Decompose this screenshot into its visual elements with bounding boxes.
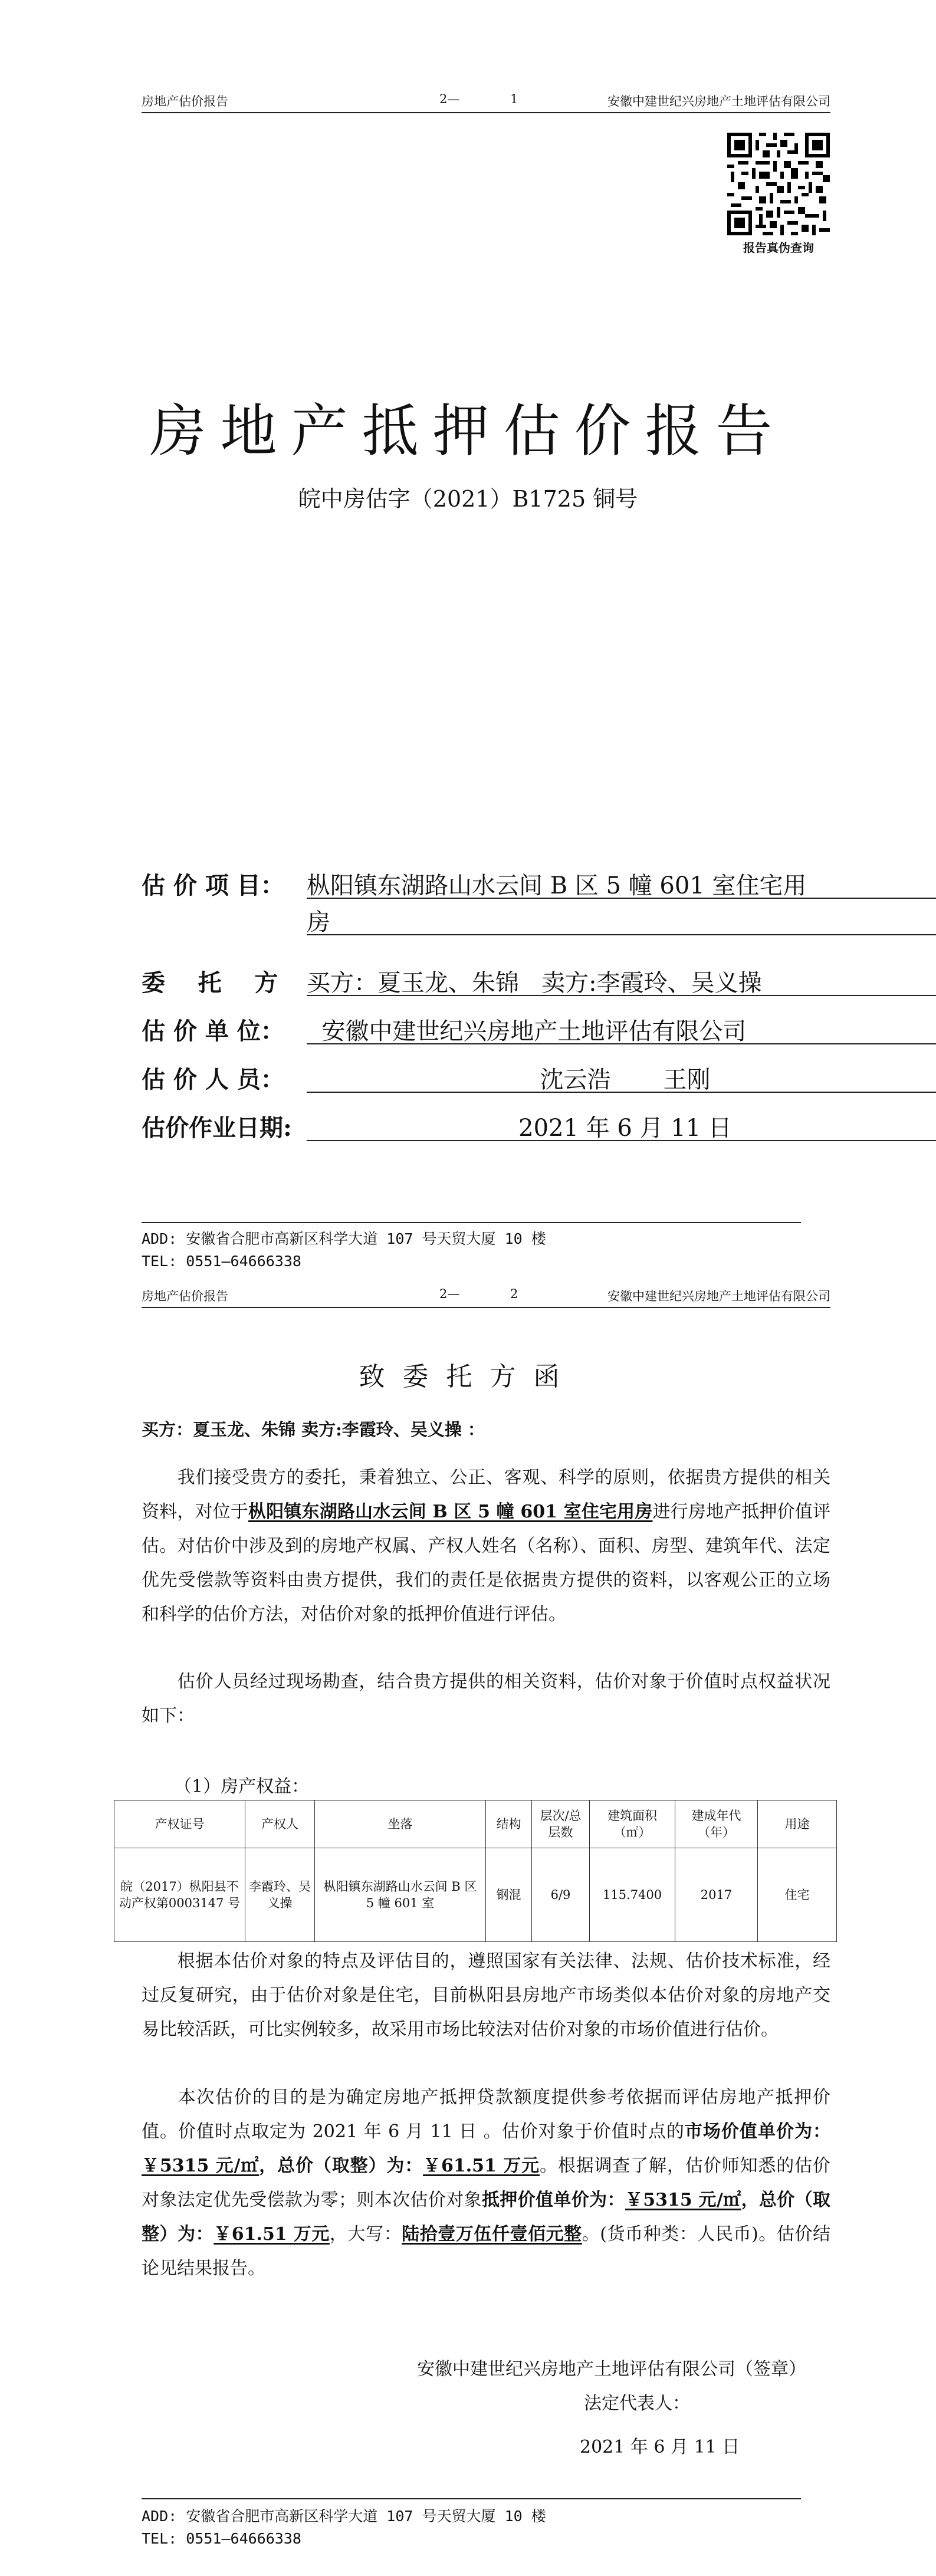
project-value-cont: 房 xyxy=(307,903,936,935)
th-usage: 用途 xyxy=(758,1800,837,1848)
footer-address: ADD: 安徽省合肥市高新区科学大道 107 号天贸大厦 10 楼 xyxy=(142,2508,546,2525)
td-year: 2017 xyxy=(675,1848,758,1942)
letter-addressee: 买方：夏玉龙、朱锦 卖方:李霞玲、吴义操 ： xyxy=(142,1420,485,1440)
company-signature: 安徽中建世纪兴房地产土地评估有限公司（签章） xyxy=(417,2359,806,2380)
client-value: 买方：夏玉龙、朱锦 卖方:李霞玲、吴义操 xyxy=(307,964,936,996)
market-unit-price: ￥5315 元/㎡ xyxy=(142,2156,260,2176)
para4-text-1: 本次估价的目的是为确定房地产抵押贷款额度提供参考依据而评估房地产抵押价值。价值时点取定为 2021 年 6 月 11 日 。估价对象于价值时点的 xyxy=(142,2087,830,2142)
td-usage: 住宅 xyxy=(758,1848,837,1942)
para4-text-3: 。(货币种类：人民币)。估价结论见结果报告。 xyxy=(142,2224,831,2279)
th-year: 建成年代（年） xyxy=(675,1800,758,1848)
td-area: 115.7400 xyxy=(590,1848,675,1942)
page-footer xyxy=(142,1228,546,1273)
para4-market-total-label: ，总价（取整）为： xyxy=(259,2156,423,2176)
th-floors: 层次/总层数 xyxy=(532,1800,590,1848)
para4-capital-label: ，大写： xyxy=(329,2224,402,2245)
client-label: 委 托 方 xyxy=(142,969,278,997)
unit-label: 估 价 单 位： xyxy=(142,1017,284,1045)
th-cert-no: 产权证号 xyxy=(114,1800,245,1848)
table-header-row xyxy=(114,1800,837,1848)
staff-label: 估 价 人 员： xyxy=(142,1066,284,1093)
date-label: 估价作业日期: xyxy=(142,1114,292,1142)
th-structure: 结构 xyxy=(486,1800,532,1848)
header-left: 房地产估价报告 xyxy=(142,94,228,109)
paragraph-method xyxy=(142,1944,830,2047)
para3-text: 根据本估价对象的特点及评估目的，遵照国家有关法律、法规、估价技术标准，经过反复研究，由于估价对象是住宅，目前枞阳县房地产市场类似本估价对象的房地产交易比较活跃，可比实例较多，故采用市场比较法对估价对象的市场价值进行估价。 xyxy=(142,1951,830,2040)
cover-letter-page xyxy=(0,1286,936,2576)
page-footer xyxy=(142,2505,546,2550)
footer-phone: TEL: 0551—64666338 xyxy=(142,2530,301,2547)
header-right: 安徽中建世纪兴房地产土地评估有限公司 xyxy=(607,94,830,109)
header-page-number: 2 xyxy=(510,1287,518,1301)
para1-text-a: 我们接受贵方的委托，秉着独立、公正、客观、科学的原则，依据贵方提供的相关资料，对位于 xyxy=(142,1467,830,1522)
page-header xyxy=(142,1283,830,1308)
letter-date: 2021 年 6 月 11 日 xyxy=(580,2437,740,2457)
th-location: 坐落 xyxy=(315,1800,486,1848)
td-cert-no: 皖（2017）枞阳县不动产权第0003147 号 xyxy=(114,1848,245,1942)
header-page-number: 1 xyxy=(510,92,518,106)
paragraph-commission xyxy=(142,1461,830,1632)
unit-value: 安徽中建世纪兴房地产土地评估有限公司 xyxy=(307,1013,936,1044)
property-rights-table xyxy=(114,1800,837,1942)
header-page-prefix: 2— xyxy=(439,1287,460,1301)
td-owner: 李霞玲、吴义操 xyxy=(245,1848,315,1942)
para4-mortgage-total-label: ，总价（取整）为： xyxy=(142,2190,831,2245)
footer-address: ADD: 安徽省合肥市高新区科学大道 107 号天贸大厦 10 楼 xyxy=(142,1230,546,1247)
letter-title: 致委托方函 xyxy=(359,1362,577,1392)
th-owner: 产权人 xyxy=(245,1800,315,1848)
sub-heading-rights: （1）房产权益： xyxy=(174,1776,310,1797)
para1-property-address: 枞阳镇东湖路山水云间 B 区 5 幢 601 室住宅用房 xyxy=(248,1501,653,1522)
report-title: 房地产抵押估价报告 xyxy=(149,398,787,464)
mortgage-unit-price: ￥5315 元/㎡ xyxy=(625,2190,741,2210)
page-header xyxy=(142,88,830,113)
header-page-prefix: 2— xyxy=(439,92,460,106)
th-area: 建筑面积（㎡） xyxy=(590,1800,675,1848)
para4-text-2: 。根据调查了解，估价师知悉的估价对象法定优先受偿款为零；则本次估价对象 xyxy=(142,2156,830,2210)
td-structure: 钢混 xyxy=(486,1848,532,1942)
para4-mortgage-unit-label: 抵押价值单价为： xyxy=(481,2190,625,2210)
market-total-price: ￥61.51 万元 xyxy=(423,2156,540,2176)
para1-text-b: 进行房地产抵押价值评估。对估价中涉及到的房地产权属、产权人姓名（名称）、面积、房型、建筑年代、法定优先受偿款等资料由贵方提供，我们的责任是依据贵方提供的资料，以客观公正的立场和科学的估价方法，对估价对象的抵押价值进行评估。 xyxy=(142,1501,831,1625)
paragraph-survey xyxy=(142,1665,830,1733)
report-cover-page xyxy=(0,0,936,1286)
project-value: 枞阳镇东湖路山水云间 B 区 5 幢 601 室住宅用 xyxy=(307,867,936,899)
amount-in-words: 陆拾壹万伍仟壹佰元整 xyxy=(402,2224,582,2245)
footer-rule xyxy=(142,2498,801,2499)
staff-value: 沈云浩 王刚 xyxy=(307,1061,936,1093)
document-number: 皖中房估字（2021）B1725 铜号 xyxy=(298,486,638,512)
legal-representative: 法定代表人： xyxy=(584,2393,690,2414)
mortgage-total-price: ￥61.51 万元 xyxy=(214,2224,330,2245)
header-left: 房地产估价报告 xyxy=(142,1289,228,1303)
qr-verify-label: 报告真伪查询 xyxy=(743,241,814,255)
project-label: 估 价 项 目： xyxy=(142,872,284,899)
qr-code-icon[interactable] xyxy=(727,133,830,235)
para2-text: 估价人员经过现场勘查，结合贵方提供的相关资料，估价对象于价值时点权益状况如下： xyxy=(142,1671,830,1726)
table-row xyxy=(114,1848,837,1942)
footer-rule xyxy=(142,1222,801,1223)
td-location: 枞阳镇东湖路山水云间 B 区 5 幢 601 室 xyxy=(315,1848,486,1942)
td-floors: 6/9 xyxy=(532,1848,590,1942)
header-right: 安徽中建世纪兴房地产土地评估有限公司 xyxy=(607,1289,830,1303)
para4-market-unit-label: 市场价值单价为： xyxy=(684,2121,830,2142)
footer-phone: TEL: 0551—64666338 xyxy=(142,1253,301,1270)
date-value: 2021 年 6 月 11 日 xyxy=(307,1109,936,1141)
paragraph-conclusion xyxy=(142,2081,830,2286)
